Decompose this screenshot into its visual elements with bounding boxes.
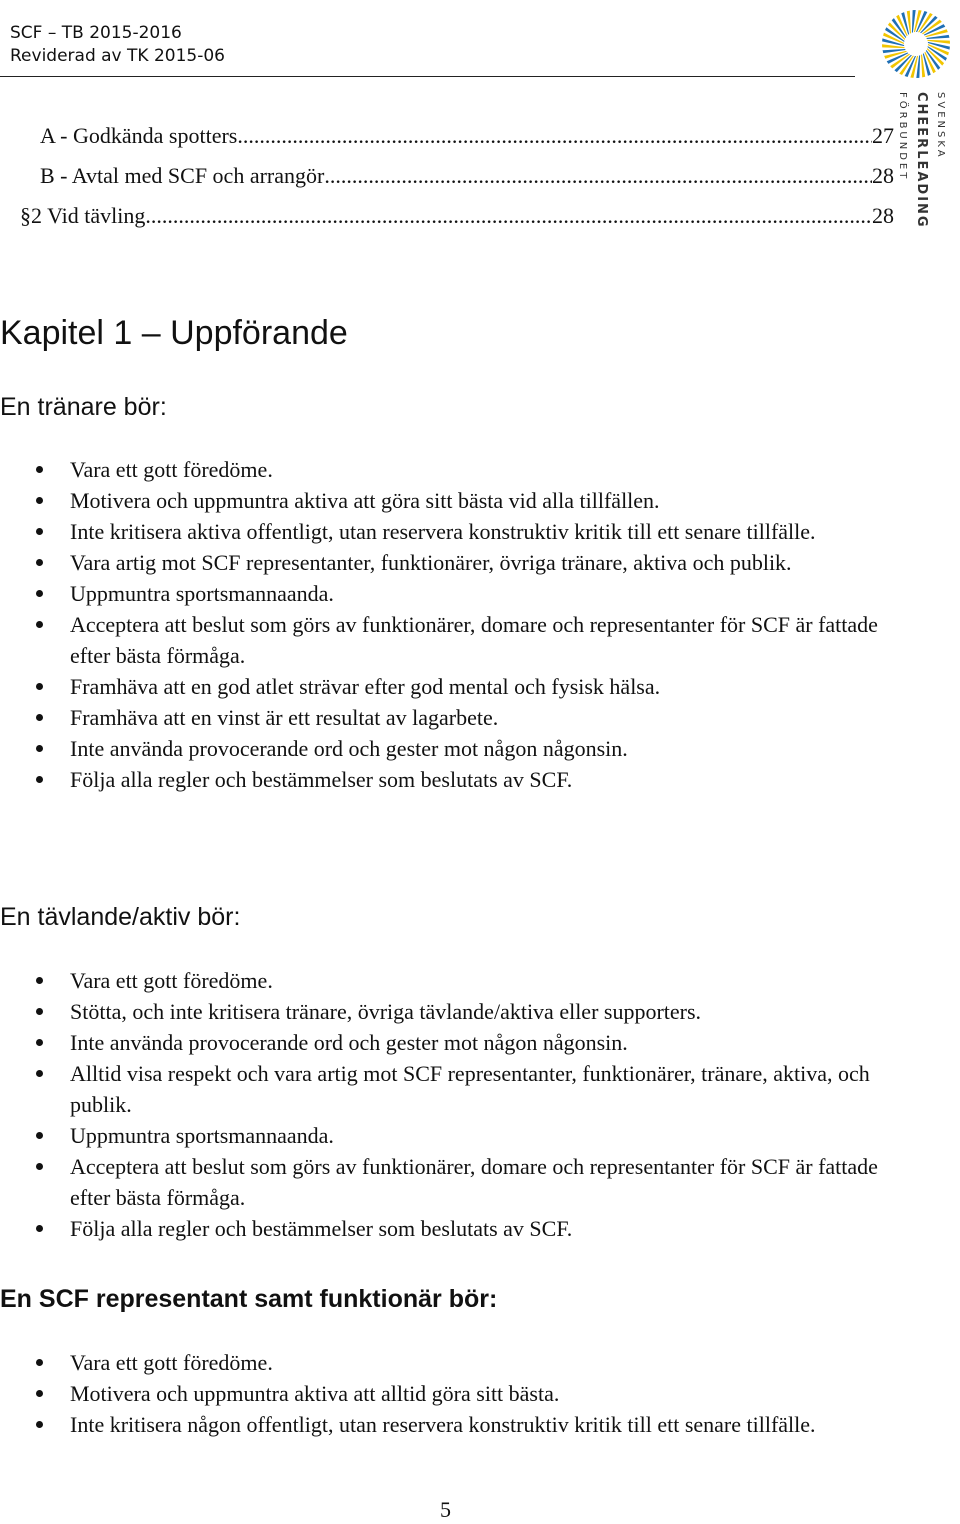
toc-leader [237,122,872,150]
logo-text-1: SVENSKA [935,92,946,160]
toc-label: A - Godkända spotters [40,123,238,148]
list-item: Inte använda provocerande ord och gester mot någon någonsin. [0,1027,900,1058]
list-item: Följa alla regler och bestämmelser som beslutats av SCF. [0,764,900,795]
bullet-list [0,1347,900,1440]
list-item: Vara ett gott föredöme. [0,1347,900,1378]
list-item: Motivera och uppmuntra aktiva att alltid göra sitt bästa. [0,1378,900,1409]
list-item: Följa alla regler och bestämmelser som beslutats av SCF. [0,1213,900,1244]
list-item: Acceptera att beslut som görs av funktionärer, domare och representanter för SCF är fattade efter bästa förmåga. [0,1151,900,1213]
list-item: Stötta, och inte kritisera tränare, övriga tävlande/aktiva eller supporters. [0,996,900,1027]
logo-text-3: FÖRBUNDET [897,92,908,182]
toc-page: 28 [872,203,894,228]
toc-leader [145,202,872,230]
list-item: Motivera och uppmuntra aktiva att göra sitt bästa vid alla tillfällen. [0,485,900,516]
page-number: 5 [440,1497,451,1522]
list-item: Framhäva att en vinst är ett resultat av lagarbete. [0,702,900,733]
chapter-title: Kapitel 1 – Uppförande [0,314,348,352]
list-item: Alltid visa respekt och vara artig mot SCF representanter, funktionärer, tränare, aktiva, och publik. [0,1058,900,1120]
list-item: Vara artig mot SCF representanter, funktionärer, övriga tränare, aktiva och publik. [0,547,900,578]
list-item: Inte kritisera någon offentligt, utan reservera konstruktiv kritik till ett senare tillfälle. [0,1409,900,1440]
list-item: Inte använda provocerande ord och gester mot någon någonsin. [0,733,900,764]
list-item: Uppmuntra sportsmannaanda. [0,578,900,609]
section-heading: En SCF representant samt funktionär bör: [0,1285,498,1313]
bullet-list [0,454,900,795]
header-line-1: SCF – TB 2015-2016 [10,23,182,43]
list-item: Framhäva att en god atlet strävar efter god mental och fysisk hälsa. [0,671,900,702]
toc-page: 27 [872,123,894,148]
toc-line[interactable] [40,122,894,150]
list-item: Vara ett gott föredöme. [0,965,900,996]
section-heading: En tränare bör: [0,393,167,421]
header-rule [0,76,855,77]
section-heading: En tävlande/aktiv bör: [0,903,241,931]
list-item: Uppmuntra sportsmannaanda. [0,1120,900,1151]
bullet-list [0,965,900,1244]
logo-text-2: CHEERLEADING [914,92,929,229]
page-header [10,22,225,68]
toc-leader [324,162,872,190]
toc-label: §2 Vid tävling [20,203,146,228]
toc-page: 28 [872,163,894,188]
toc-line[interactable] [40,162,894,190]
toc-line[interactable] [20,202,894,230]
toc-label: B - Avtal med SCF och arrangör [40,163,325,188]
list-item: Acceptera att beslut som görs av funktionärer, domare och representanter för SCF är fattade efter bästa förmåga. [0,609,900,671]
list-item: Vara ett gott föredöme. [0,454,900,485]
list-item: Inte kritisera aktiva offentligt, utan reservera konstruktiv kritik till ett senare tillfälle. [0,516,900,547]
header-line-2: Reviderad av TK 2015-06 [10,46,225,66]
